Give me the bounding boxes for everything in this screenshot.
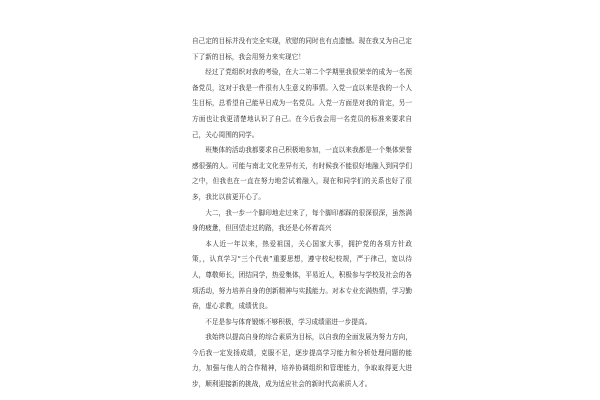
paragraph-class-activities: 班集体的活动我都要求自己积极地参加，一直以来我都是一个集体荣誉感很强的人。可能与南北文化差异有关，有时候我不能很好地融入到同学们之中，但我也在一直在努力地尝试着融入，现在和同学们的关系也好了很多，我比以前更开心了。: [192, 146, 412, 201]
paragraph-goal-reflection: 自己定的目标并没有完全实现，欣慰的同时也有点遗憾。现在我又为自己定下了新的目标，我会用努力来实现它！: [192, 37, 412, 61]
paragraph-shortcomings: 不足是参与体育锻炼不够积极，学习成绩需进一步提高。: [205, 317, 372, 326]
document-body: [192, 34, 412, 393]
paragraph-sophomore-year: 大二，我一步一个脚印地走过来了，每个脚印都踩的很深很深，虽然满身的疲惫，但回望走过的路，我还是心怀着高兴: [192, 208, 412, 233]
paragraph-self-evaluation: 本人近一年以来，热爱祖国，关心国家大事，拥护党的各项方针政策，，认真学习“三个代表”重要思想，遵守校纪校规，严于律己，宽以待人，尊敬师长，团结同学，热爱集体，平易近人，积极参与学校及社会的各项活动，努力培养自身的创新精神与实践能力。对本专业充满热情，学习勤奋，虚心求教，成绩优良。: [192, 239, 412, 311]
paragraph-party-membership: 经过了党组织对我的考验，在大二第二个学期里我很荣幸的成为一名预备党员，这对于我是一件很有人生意义的事情。入党一直以来是我的一个人生目标，总希望自己能早日成为一名党员。入党一方面是对我的肯定，另一方面也让我更清楚地认识了自己。在今后我会用一名党员的标准来要求自己，关心周围的同学。: [192, 68, 412, 139]
paragraph-future-goals: 我始终以提高自身的综合素质为目标，以自我的全面发展为努力方向，今后我一定发扬成绩，克服不足，逐步提高学习能力和分析处理问题的能力，加强与他人的合作精神，培养协调组织和管理能力，争取取得更大进步，顺利迎接新的挑战，成为适应社会的新时代高素质人才。: [192, 333, 412, 389]
